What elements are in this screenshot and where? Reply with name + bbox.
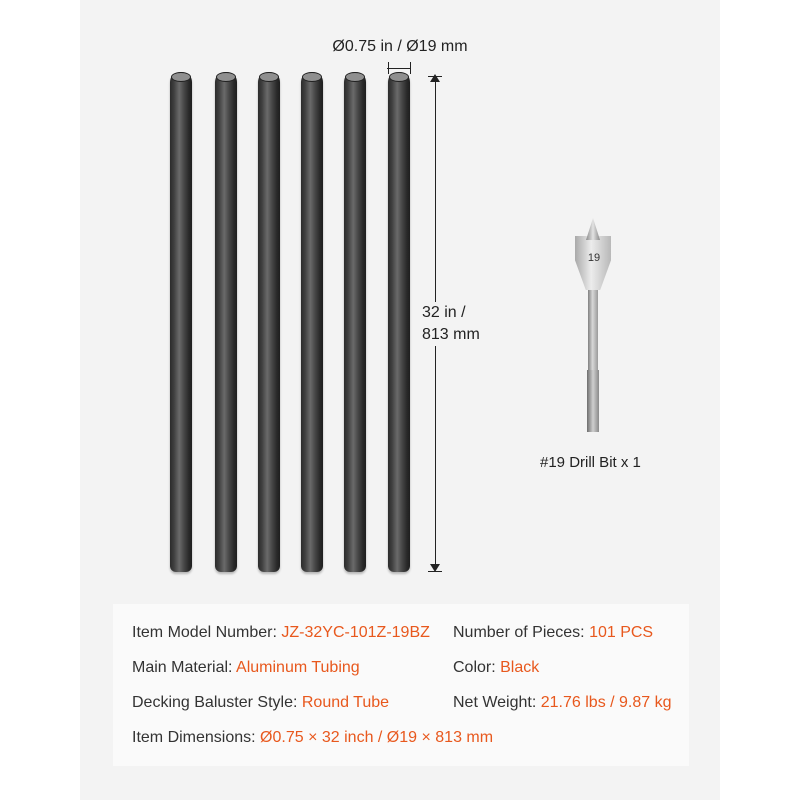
tube-opening (389, 72, 409, 82)
spec-pieces-key: Number of Pieces: (453, 624, 590, 641)
spec-model-value: JZ-32YC-101Z-19BZ (281, 624, 430, 641)
spec-weight (453, 692, 672, 714)
spec-pieces (453, 622, 653, 644)
drill-bit-number: 19 (587, 252, 601, 264)
spec-dimensions (132, 727, 493, 749)
spec-dimensions-key: Item Dimensions: (132, 729, 261, 746)
spec-material-value: Aluminum Tubing (236, 659, 360, 676)
spec-model (132, 622, 430, 644)
spec-dimensions-value: Ø0.75 × 32 inch / Ø19 × 813 mm (260, 729, 494, 746)
length-label-line2: 813 mm (422, 326, 480, 343)
tube-opening (216, 72, 236, 82)
tube-opening (345, 72, 365, 82)
length-label-line1: 32 in / (422, 304, 466, 321)
diameter-dimension-end (410, 62, 411, 74)
baluster-tube (388, 72, 410, 572)
baluster-tube (170, 72, 192, 572)
spec-material (132, 657, 360, 679)
tube-opening (259, 72, 279, 82)
arrow-up-icon (430, 74, 440, 82)
spec-weight-key: Net Weight: (453, 694, 541, 711)
spec-color-value: Black (500, 659, 540, 676)
baluster-tube (258, 72, 280, 572)
diameter-dimension-end (388, 62, 389, 74)
diameter-dimension-line (387, 68, 411, 69)
tube-opening (302, 72, 322, 82)
baluster-tube (301, 72, 323, 572)
spec-pieces-value: 101 PCS (589, 624, 654, 641)
spec-material-key: Main Material: (132, 659, 237, 676)
diameter-label-text: Ø0.75 in / Ø19 mm (332, 38, 468, 55)
spec-model-key: Item Model Number: (132, 624, 282, 641)
diameter-label (0, 36, 800, 58)
baluster-tube (344, 72, 366, 572)
drill-bit-hex-end (587, 370, 599, 432)
tube-opening (171, 72, 191, 82)
spec-color (453, 657, 539, 679)
spec-style-value: Round Tube (301, 694, 390, 711)
spec-style-key: Decking Baluster Style: (132, 694, 302, 711)
spec-weight-value: 21.76 lbs / 9.87 kg (540, 694, 672, 711)
baluster-tube (215, 72, 237, 572)
drill-bit-label: #19 Drill Bit x 1 (540, 454, 641, 471)
length-label (420, 302, 482, 346)
spec-color-key: Color: (453, 659, 501, 676)
length-dimension-tick-bottom (428, 571, 442, 572)
spec-style (132, 692, 389, 714)
